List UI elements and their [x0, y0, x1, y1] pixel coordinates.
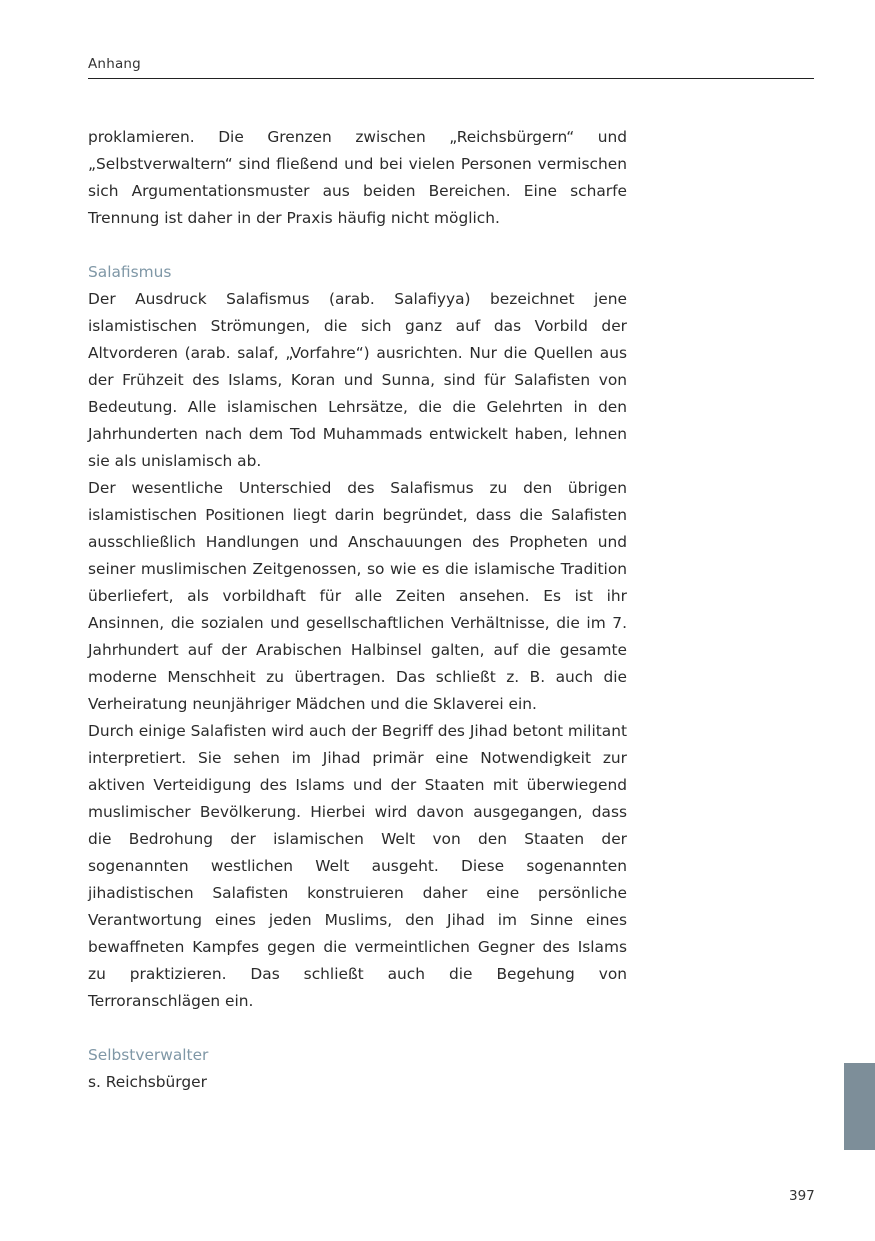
section-heading-selbstverwalter: Selbstverwalter: [88, 1046, 209, 1064]
chapter-thumb-tab: [844, 1063, 875, 1150]
page-number: 397: [789, 1188, 815, 1204]
page-content: [88, 124, 627, 1096]
section-gap: [88, 232, 627, 259]
salafismus-paragraph-1: Der Ausdruck Salafismus (arab. Salafiyya) bezeichnet jene islamistischen Strömungen, die sich ganz auf das Vorbild der Altvorderen (arab. salaf, „Vorfahre“) ausrichten. Nur die Quellen aus der Frühzeit des Islams, Koran und Sunna, sind für Salafisten von Bedeutung. Alle islamischen Lehrsätze, die die Gelehrten in den Jahrhunderten nach dem Tod Muhammads entwickelt haben, lehnen sie als unislamisch ab.: [88, 290, 627, 470]
salafismus-paragraph-2: Der wesentliche Unterschied des Salafismus zu den übrigen islamistischen Positionen liegt darin begründet, dass die Salafisten ausschließlich Handlungen und Anschauungen des Propheten und seiner muslimischen Zeitgenossen, so wie es die islamische Tradition überliefert, als vorbildhaft für alle Zeiten ansehen. Es ist ihr Ansinnen, die sozialen und gesellschaftlichen Verhältnisse, die im 7. Jahrhundert auf der Arabischen Halbinsel galten, auf die gesamte moderne Menschheit zu übertragen. Das schließt z. B. auch die Verheiratung neunjähriger Mädchen und die Sklaverei ein.: [88, 479, 627, 713]
section-gap: [88, 1015, 627, 1042]
header-rule: [88, 78, 814, 79]
selbstverwalter-reference: s. Reichsbürger: [88, 1073, 207, 1091]
salafismus-paragraph-3: Durch einige Salafisten wird auch der Begriff des Jihad betont militant interpretiert. Sie sehen im Jihad primär eine Notwendigkeit zur aktiven Verteidigung des Islams und der Staaten mit überwiegend muslimischer Bevölkerung. Hierbei wird davon ausgegangen, dass die Bedrohung der islamischen Welt von den Staaten der sogenannten westlichen Welt ausgeht. Diese sogenannten jihadistischen Salafisten konstruieren daher eine persönliche Verantwortung eines jeden Muslims, den Jihad im Sinne eines bewaffneten Kampfes gegen die vermeintlichen Gegner des Islams zu praktizieren. Das schließt auch die Begehung von Terroranschlägen ein.: [88, 722, 627, 1010]
section-heading-salafismus: Salafismus: [88, 263, 172, 281]
continuation-paragraph: proklamieren. Die Grenzen zwischen „Reichsbürgern“ und „Selbstverwaltern“ sind fließend und bei vielen Personen vermischen sich Argumentationsmuster aus beiden Bereichen. Eine scharfe Trennung ist daher in der Praxis häufig nicht möglich.: [88, 128, 627, 227]
running-header: Anhang: [88, 56, 141, 72]
